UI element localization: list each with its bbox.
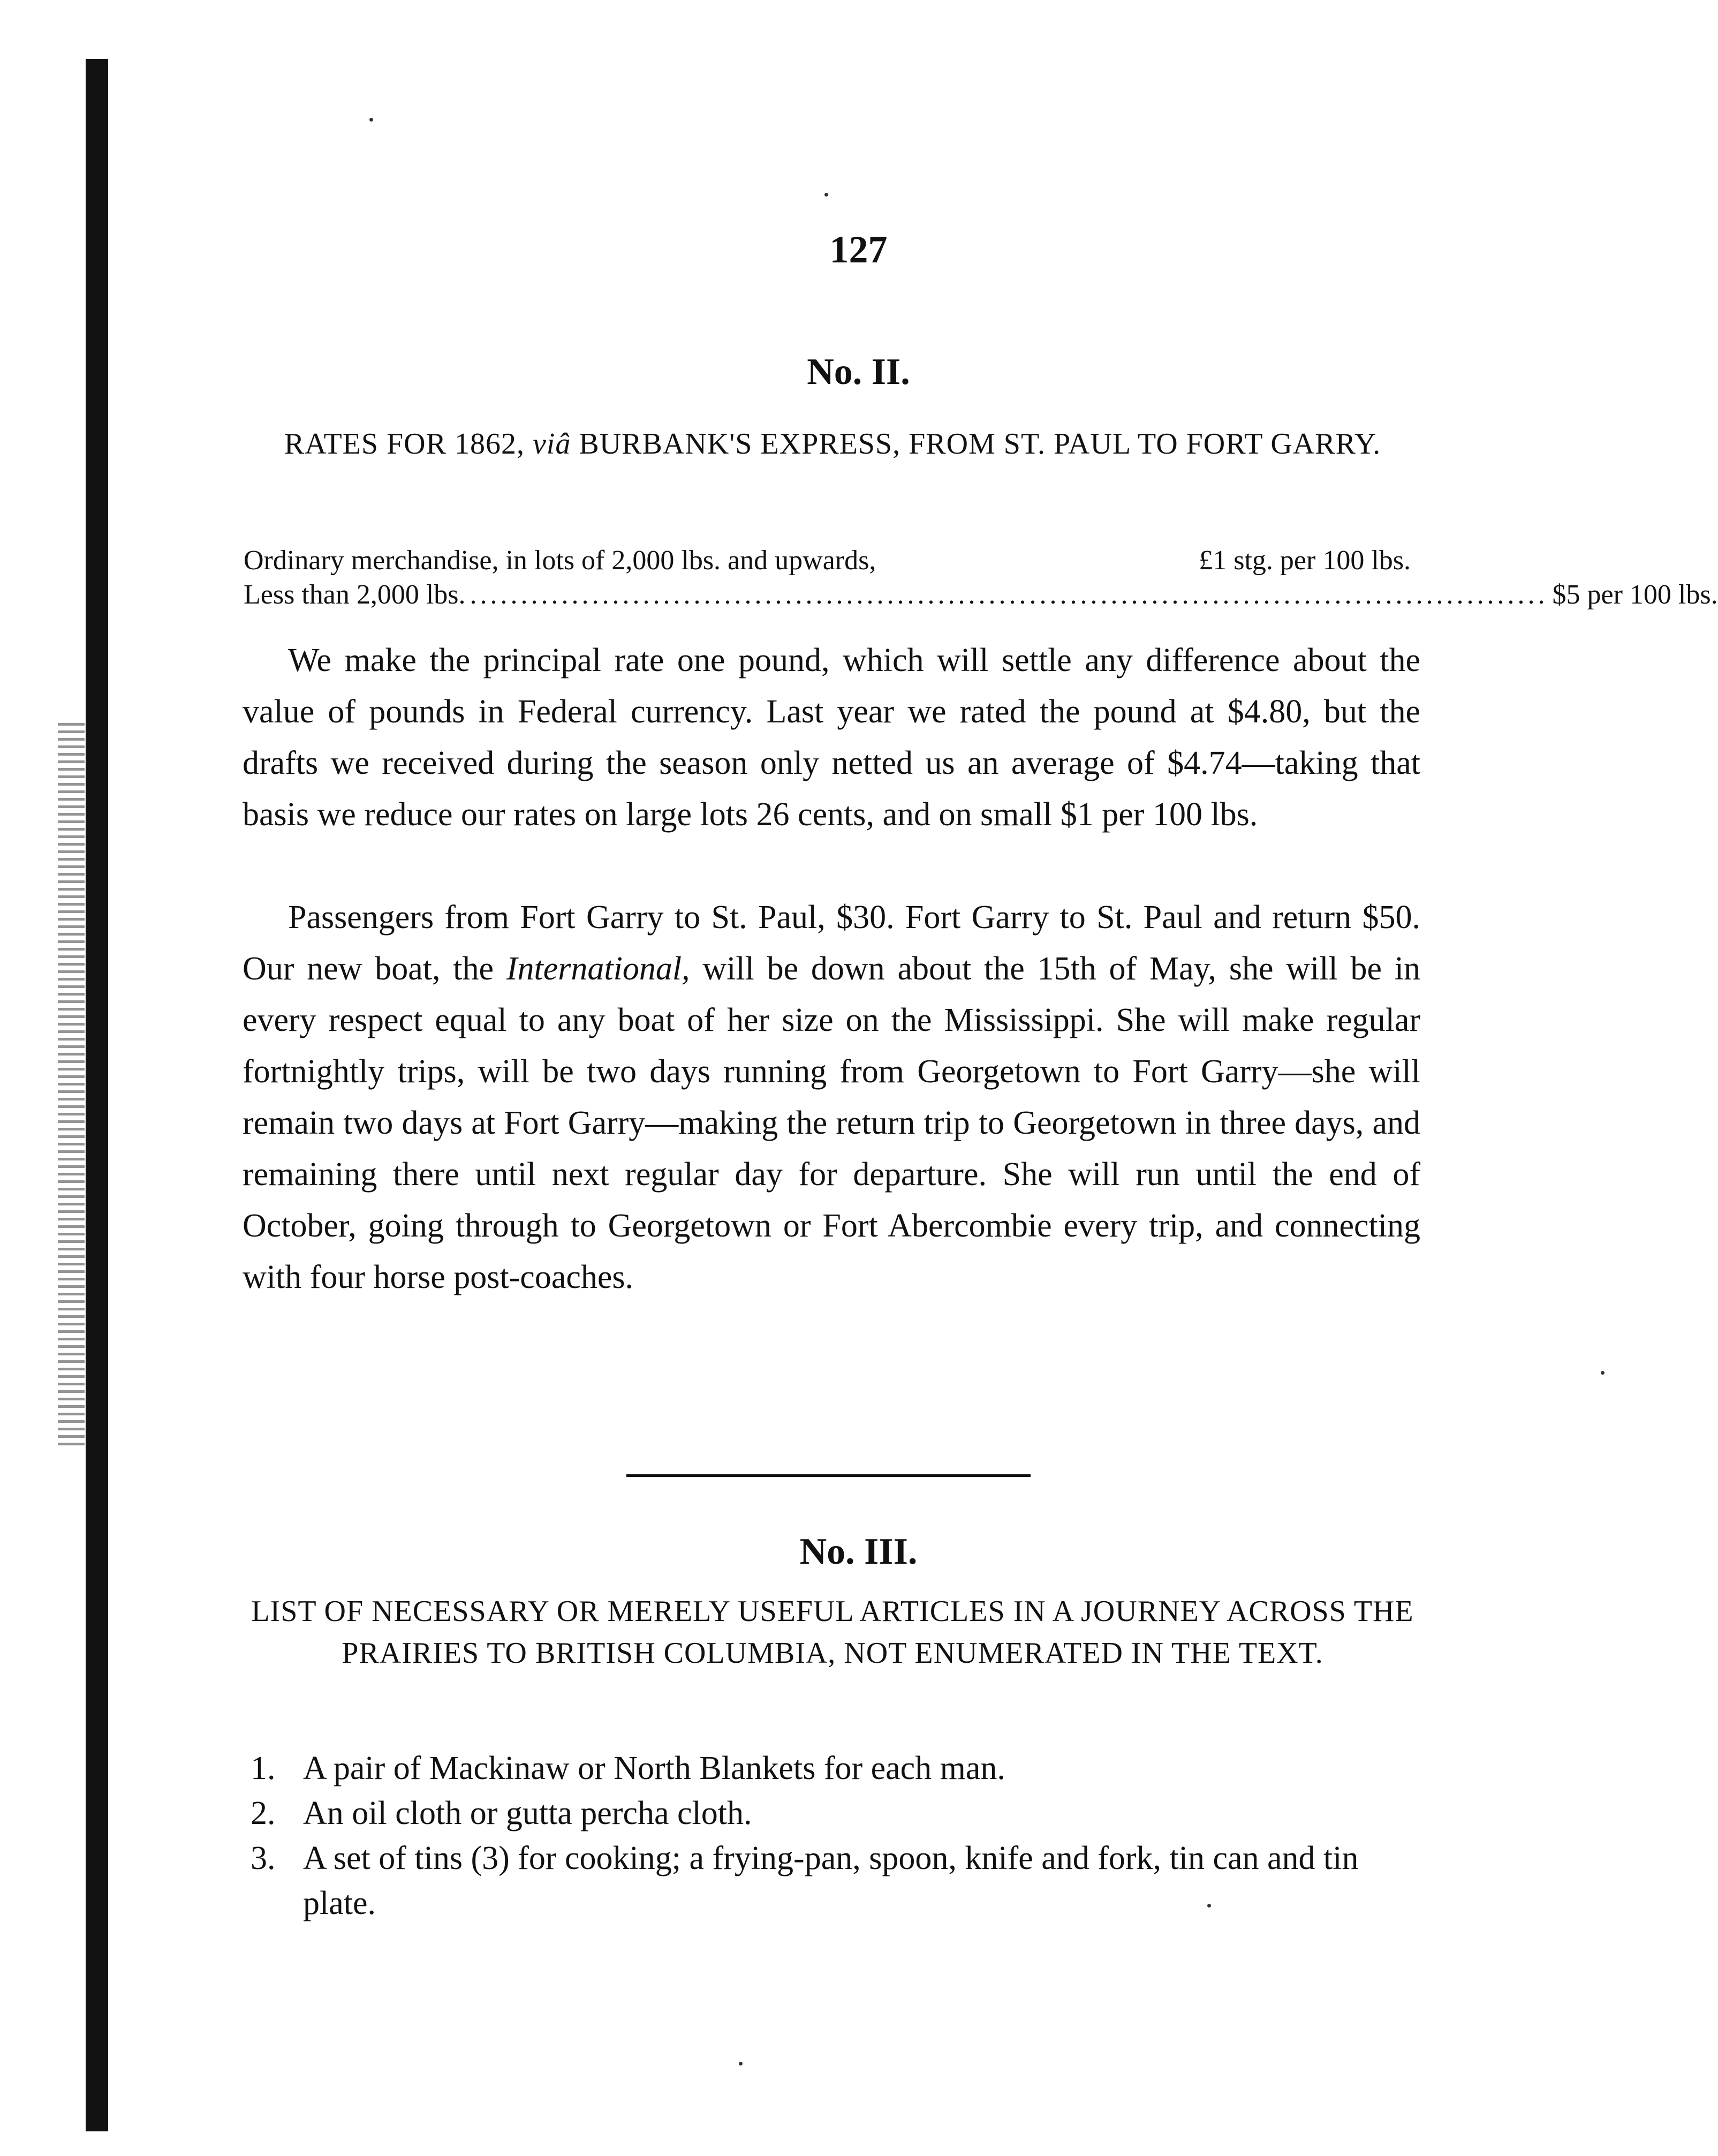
para-2-before: Passengers from Fort Garry to St. Paul, $30. Fort Garry to St. Paul and return $50. Our new boat, the: [243, 899, 1420, 987]
leader-dots: ..........................................................................................................: [470, 579, 1548, 610]
scan-speck: [1207, 1904, 1211, 1908]
rate-line-small: [244, 578, 1718, 612]
scan-speck: [369, 118, 373, 122]
binding-shadow: [58, 723, 85, 1446]
scan-speck: [1601, 1371, 1605, 1375]
paragraph-rates-explanation: We make the principal rate one pound, which will settle any difference about the value of pounds in Federal currency. Last year we rated the pound at $4.80, but the drafts we received during the season only netted us an average of $4.74—taking that basis we reduce our rates on large lots 26 cents, and on small $1 per 100 lbs.: [243, 642, 1420, 833]
section-3-title: LIST OF NECESSARY OR MERELY USEFUL ARTICLES IN A JOURNEY ACROSS THE PRAIRIES TO BRITISH COLUMBIA, NOT ENUMERATED IN THE TEXT.: [251, 1595, 1414, 1670]
list-item: [251, 1836, 1439, 1926]
list-item-text: An oil cloth or gutta percha cloth.: [303, 1795, 752, 1831]
list-item-text: A set of tins (3) for cooking; a frying-pan, spoon, knife and fork, tin can and tin plate.: [303, 1840, 1359, 1921]
page-number: 127: [829, 228, 888, 271]
section-divider-rule: [626, 1474, 1031, 1477]
scan-speck: [739, 2062, 743, 2065]
section-2-heading: No. II.: [807, 351, 910, 393]
boat-name: International,: [506, 951, 690, 987]
articles-list: [251, 1746, 1439, 1926]
section-2-title: [236, 423, 1429, 465]
rate-small-price: $5 per 100 lbs.: [1552, 579, 1718, 610]
section-2-title-rest: BURBANK'S EXPRESS, FROM ST. PAUL TO FORT GARRY.: [579, 427, 1381, 461]
section-2-title-prefix: RATES FOR 1862,: [284, 427, 525, 461]
rate-small-text: Less than 2,000 lbs.: [244, 579, 466, 610]
rate-line-ordinary: [244, 544, 1411, 578]
paragraph-passengers-boat: [243, 892, 1420, 1303]
list-item-number: 3.: [251, 1840, 276, 1876]
list-item: [251, 1746, 1439, 1791]
scan-speck: [824, 193, 828, 197]
para-2-after: will be down about the 15th of May, she will be in every respect equal to any boat of her size on the Mississippi. She will make regular fortnightly trips, will be two days running from Georgetown to Fort Garry—she will remain two days at Fort Garry—making the return trip to Georgetown in three days, and remaining there until next regular day for departure. She will run until the end of October, going through to Georgetown or Fort Abercombie every trip, and connecting with four horse post-coaches.: [243, 951, 1421, 1295]
list-item: [251, 1791, 1439, 1836]
list-item-number: 2.: [251, 1795, 276, 1831]
rate-ordinary-text: Ordinary merchandise, in lots of 2,000 lbs. and upwards,: [244, 545, 876, 576]
rate-ordinary-price: £1 stg. per 100 lbs.: [1199, 545, 1411, 576]
list-item-text: A pair of Mackinaw or North Blankets for each man.: [303, 1750, 1005, 1786]
list-item-number: 1.: [251, 1750, 276, 1786]
section-2-title-via: viâ: [532, 427, 571, 461]
section-3-heading: No. III.: [799, 1531, 918, 1572]
